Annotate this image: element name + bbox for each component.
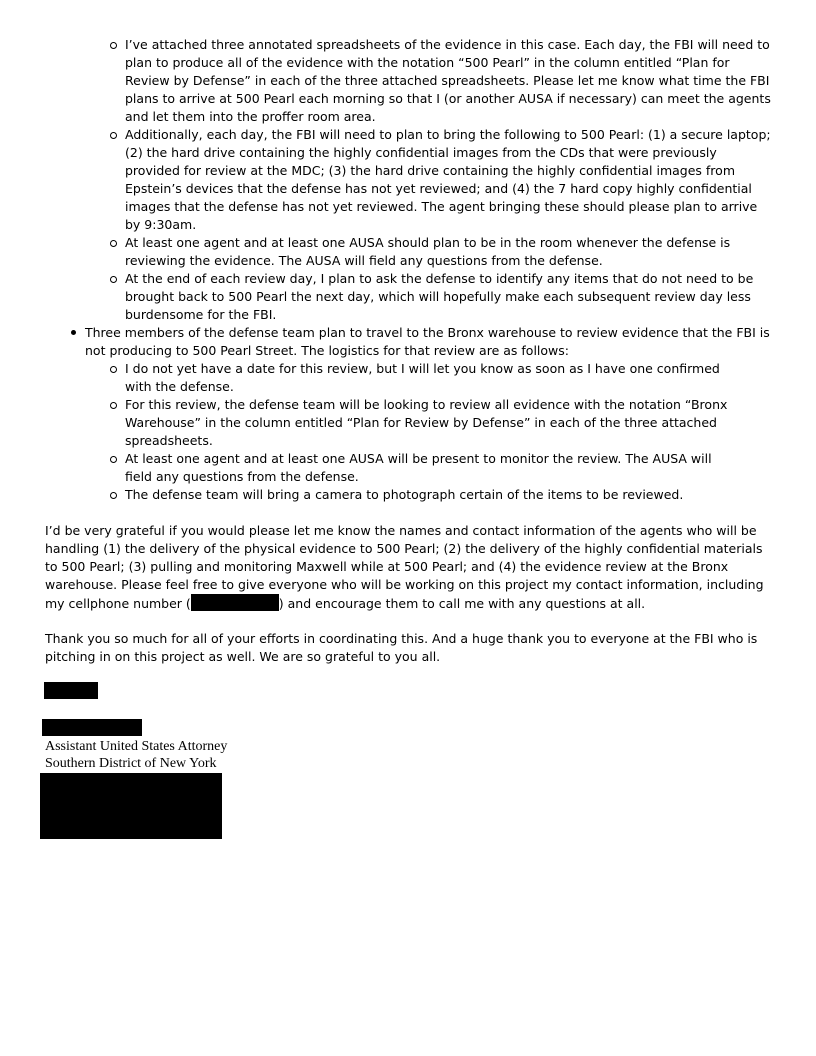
redacted-phone xyxy=(191,594,279,611)
redacted-signer-name xyxy=(42,719,142,736)
redacted-signoff xyxy=(44,682,98,699)
pearl-item-monitoring: At least one agent and at least one AUSA should plan to be in the room whenever the defense is reviewing the evidence. The AUSA will field any questions from the defense. xyxy=(125,234,775,270)
redacted-contact-block xyxy=(40,773,222,839)
pearl-item-equipment: Additionally, each day, the FBI will need to plan to bring the following to 500 Pearl: (1) a secure laptop; (2) the hard drive containing the highly confidential images from the CDs that were previously provided for review at the MDC; (3) the hard drive containing the highly confidential images from Epstein’s devices that the defense has not yet reviewed; and (4) the 7 hard copy highly confidential images that the defense has not yet reviewed. The agent bringing these should please plan to arrive by 9:30am. xyxy=(125,126,775,234)
pearl-item-end-of-day: At the end of each review day, I plan to ask the defense to identify any items that do not need to be brought back to 500 Pearl the next day, which will hopefully make each subsequent review day less burdensome for the FBI. xyxy=(125,270,775,324)
signer-title: Assistant United States Attorney xyxy=(45,739,228,754)
pearl-review-sublist xyxy=(125,36,775,324)
bronx-item-monitor: At least one agent and at least one AUSA will be present to monitor the review. The AUSA will field any questions from the defense. xyxy=(125,450,737,486)
bronx-intro: Three members of the defense team plan to travel to the Bronx warehouse to review evidence that the FBI is not producing to 500 Pearl Street. The logistics for that review are as follows: xyxy=(85,325,770,358)
bronx-review-sublist xyxy=(125,360,737,504)
contact-request-text-end: ) and encourage them to call me with any questions at all. xyxy=(278,596,646,611)
bronx-item-date: I do not yet have a date for this review, but I will let you know as soon as I have one confirmed with the defense. xyxy=(125,360,737,396)
pearl-item-spreadsheets: I’ve attached three annotated spreadsheets of the evidence in this case. Each day, the FBI will need to plan to produce all of the evidence with the notation “500 Pearl” in the column entitled “Plan for Review by Defense” in each of the three attached spreadsheets. Please let me know what time the FBI plans to arrive at 500 Pearl each morning so that I (or another AUSA if necessary) can meet the agents and let them into the proffer room area. xyxy=(125,36,775,126)
thank-you-paragraph: Thank you so much for all of your efforts in coordinating this. And a huge thank you to everyone at the FBI who is pitching in on this project as well. We are so grateful to you all. xyxy=(45,631,758,664)
signer-office: Southern District of New York xyxy=(45,756,217,771)
bronx-bullet xyxy=(85,324,775,504)
bronx-item-notation: For this review, the defense team will be looking to review all evidence with the notation “Bronx Warehouse” in the column entitled “Plan for Review by Defense” in each of the three attached spreadsheets. xyxy=(125,396,737,450)
contact-request-text: I’d be very grateful if you would please let me know the names and contact information of the agents who will be handling (1) the delivery of the physical evidence to 500 Pearl; (2) the delivery of the highly confidential materials to 500 Pearl; (3) pulling and monitoring Maxwell while at 500 Pearl; and (4) the evidence review at the Bronx warehouse. Please feel free to give everyone who will be working on this project my contact information, including my cellphone number ( xyxy=(45,523,764,611)
bronx-item-camera: The defense team will bring a camera to photograph certain of the items to be reviewed. xyxy=(125,486,737,504)
contact-request-paragraph xyxy=(45,522,775,613)
